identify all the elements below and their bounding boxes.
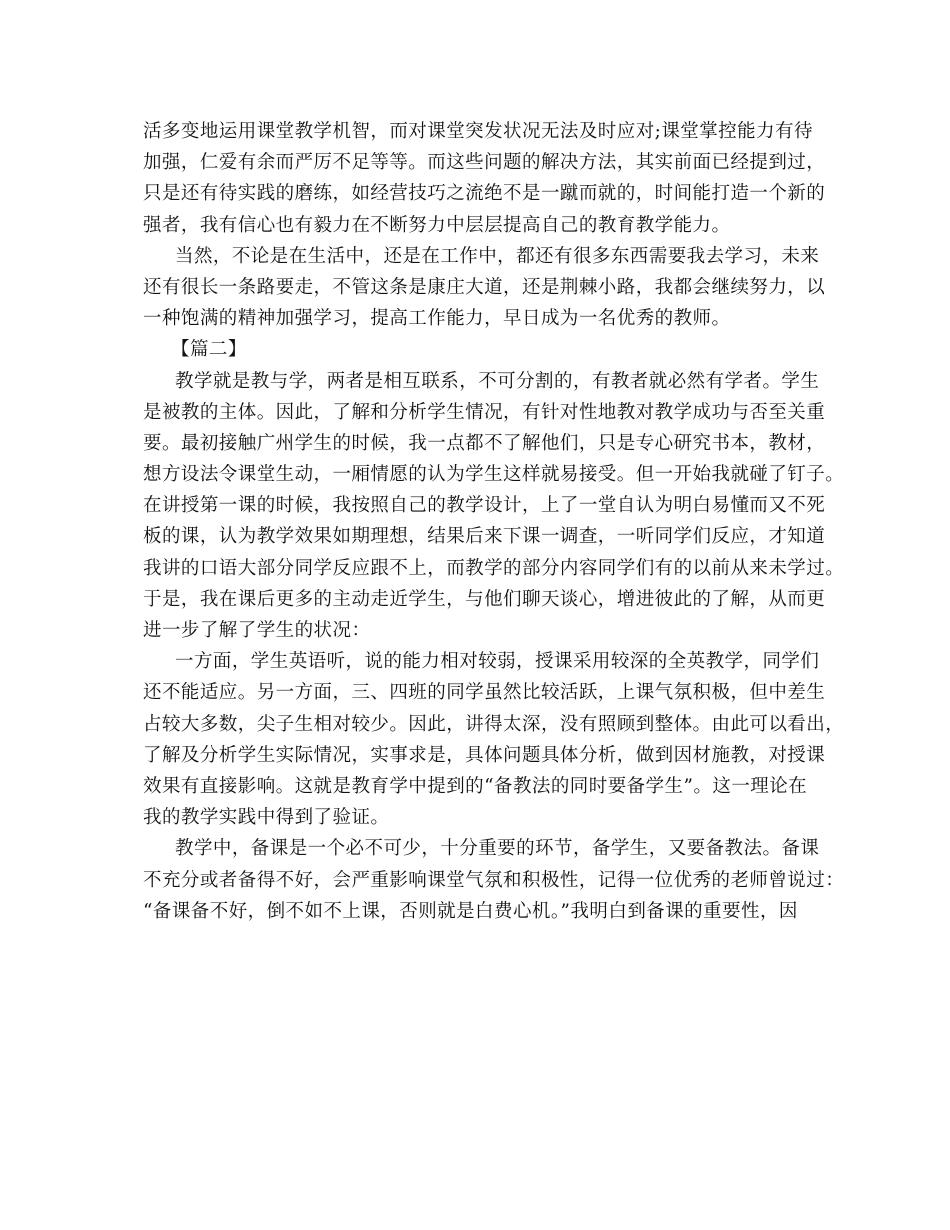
text-line: 加强，仁爱有余而严厉不足等等。而这些问题的解决方法，其实前面已经提到过， <box>143 152 826 174</box>
text-line: 效果有直接影响。这就是教育学中提到的“备教法的同时要备学生”。这一理论在 <box>143 775 808 797</box>
text-line: 教学中，备课是一个必不可少，十分重要的环节，备学生，又要备教法。备课 <box>175 838 820 860</box>
text-line: 想方设法令课堂生动，一厢情愿的认为学生这样就易接受。但一开始我就碰了钉子。 <box>143 464 845 486</box>
body-text <box>143 116 845 927</box>
text-line: 我的教学实践中得到了验证。 <box>143 807 390 829</box>
text-line: “备课备不好，倒不如不上课，否则就是白费心机。”我明白到备课的重要性，因 <box>143 900 798 922</box>
text-line: 还不能适应。另一方面，三、四班的同学虽然比较活跃，上课气氛积极，但中差生 <box>143 682 826 704</box>
text-line: 我讲的口语大部分同学反应跟不上，而教学的部分内容同学们有的以前从来未学过。 <box>143 557 845 579</box>
text-line: 进一步了解了学生的状况： <box>143 620 371 641</box>
text-line: 于是，我在课后更多的主动走近学生，与他们聊天谈心，增进彼此的了解，从而更 <box>143 588 826 610</box>
text-line: 一方面，学生英语听，说的能力相对较弱，授课采用较深的全英教学，同学们 <box>175 651 820 673</box>
text-line: 了解及分析学生实际情况，实事求是，具体问题具体分析，做到因材施教，对授课 <box>143 744 826 766</box>
text-line: 占较大多数，尖子生相对较少。因此，讲得太深，没有照顾到整体。由此可以看出， <box>143 713 845 735</box>
text-line: 一种饱满的精神加强学习，提高工作能力，早日成为一名优秀的教师。 <box>143 308 731 330</box>
text-line: 当然，不论是在生活中，还是在工作中，都还有很多东西需要我去学习，未来 <box>175 245 820 267</box>
text-line: 还有很长一条路要走，不管这条是康庄大道，还是荆棘小路，我都会继续努力，以 <box>143 276 826 298</box>
text-line: 活多变地运用课堂教学机智，而对课堂突发状况无法及时应对;课堂掌控能力有待 <box>143 121 813 142</box>
text-line: 是被教的主体。因此，了解和分析学生情况，有针对性地教对教学成功与否至关重 <box>143 401 826 423</box>
text-line: 强者，我有信心也有毅力在不断努力中层层提高自己的教育教学能力。 <box>143 214 731 236</box>
text-line: 要。最初接触广州学生的时候，我一点都不了解他们，只是专心研究书本，教材， <box>143 432 826 454</box>
section-heading: 【篇二】 <box>171 339 247 361</box>
text-line: 在讲授第一课的时候，我按照自己的教学设计，上了一堂自认为明白易懂而又不死 <box>143 495 826 517</box>
text-line: 教学就是教与学，两者是相互联系，不可分割的，有教者就必然有学者。学生 <box>175 370 820 392</box>
text-line: 只是还有待实践的磨练，如经营技巧之流绝不是一蹴而就的，时间能打造一个新的 <box>143 183 826 205</box>
text-line: 板的课，认为教学效果如期理想，结果后来下课一调查，一听同学们反应，才知道 <box>143 526 826 548</box>
text-line: 不充分或者备得不好，会严重影响课堂气氛和积极性，记得一位优秀的老师曾说过： <box>143 869 845 891</box>
